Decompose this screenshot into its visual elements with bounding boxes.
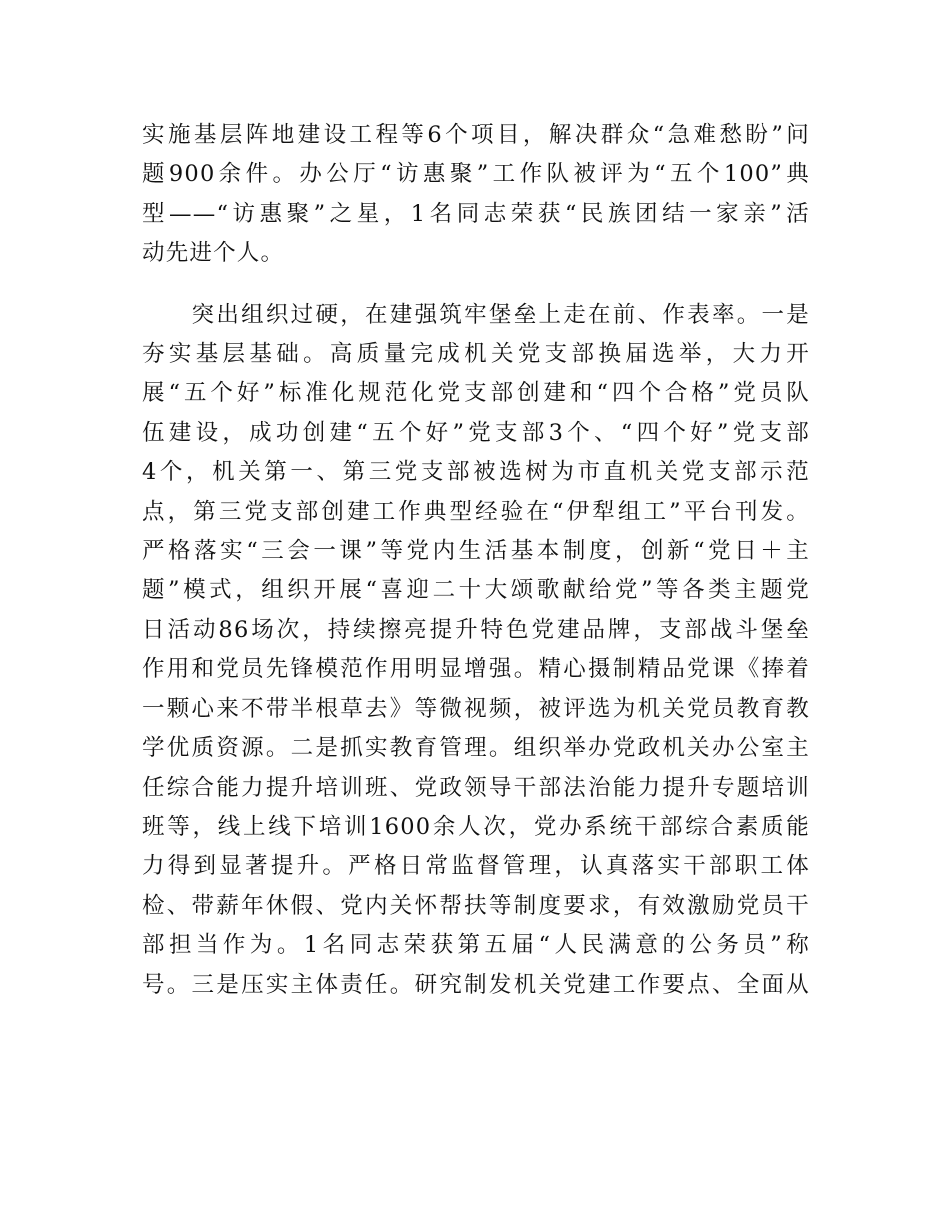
document-page xyxy=(142,116,810,1005)
text-line: 学优质资源。二是抓实教育管理。组织举办党政机关办公室主 xyxy=(142,735,810,762)
text-line: 作用和党员先锋模范作用明显增强。精心摄制精品党课《捧着 xyxy=(142,656,810,683)
text-line: 检、带薪年休假、党内关怀帮扶等制度要求，有效激励党员干 xyxy=(142,892,810,919)
text-line: 实施基层阵地建设工程等6个项目，解决群众“急难愁盼”问 xyxy=(142,122,810,148)
text-line: 夯实基层基础。高质量完成机关党支部换届选举，大力开 xyxy=(142,341,810,368)
text-line: 4个，机关第一、第三党支部被选树为市直机关党支部示范 xyxy=(142,459,810,486)
text-line: 力得到显著提升。严格日常监督管理，认真落实干部职工体 xyxy=(142,853,810,880)
text-line: 题”模式，组织开展“喜迎二十大颂歌献给党”等各类主题党 xyxy=(142,577,810,604)
text-line: 一颗心来不带半根草去》等微视频，被评选为机关党员教育教 xyxy=(142,695,810,722)
text-line: 部担当作为。1名同志荣获第五届“人民满意的公务员”称 xyxy=(142,932,810,959)
text-line: 日活动86场次，持续擦亮提升特色党建品牌，支部战斗堡垒 xyxy=(142,616,810,643)
text-line: 题900余件。办公厅“访惠聚”工作队被评为“五个100”典 xyxy=(142,161,810,188)
text-line: 型——“访惠聚”之星，1名同志荣获“民族团结一家亲”活 xyxy=(142,200,810,227)
text-line: 任综合能力提升培训班、党政领导干部法治能力提升专题培训 xyxy=(142,774,810,801)
text-line: 展“五个好”标准化规范化党支部创建和“四个合格”党员队 xyxy=(142,380,810,407)
text-line: 伍建设，成功创建“五个好”党支部3个、“四个好”党支部 xyxy=(142,419,810,446)
paragraph-1 xyxy=(142,116,810,274)
text-line: 班等，线上线下培训1600余人次，党办系统干部综合素质能 xyxy=(142,813,810,840)
text-line: 动先进个人。 xyxy=(142,240,285,267)
text-line: 点，第三党支部创建工作典型经验在“伊犁组工”平台刊发。 xyxy=(142,498,810,525)
text-line: 严格落实“三会一课”等党内生活基本制度，创新“党日＋主 xyxy=(142,538,810,565)
paragraph-2 xyxy=(142,296,810,1005)
text-line: 号。三是压实主体责任。研究制发机关党建工作要点、全面从 xyxy=(142,971,810,998)
text-line: 突出组织过硬，在建强筑牢堡垒上走在前、作表率。一是 xyxy=(142,301,810,328)
